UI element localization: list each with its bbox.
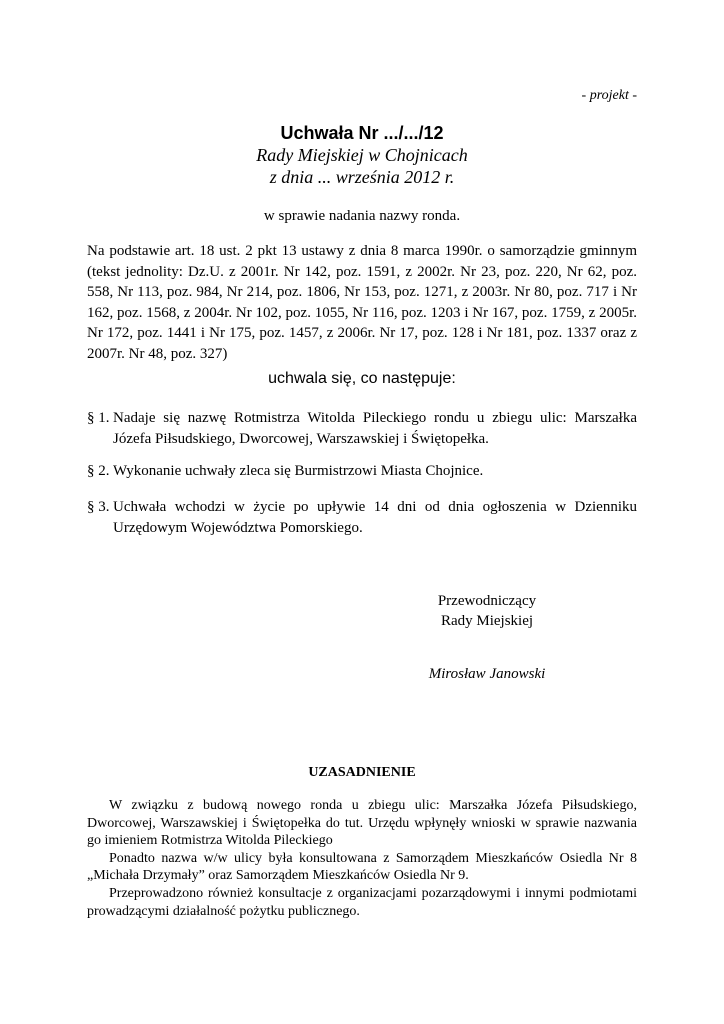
section-number: § 1. xyxy=(87,410,110,426)
section-text: Uchwała wchodzi w życie po upływie 14 dni od dnia ogłoszenia w Dzienniku Urzędowym Województwa Pomorskiego. xyxy=(113,499,637,536)
section-1 xyxy=(87,408,637,449)
section-number: § 3. xyxy=(87,499,110,515)
council-name: Rady Miejskiej w Chojnicach xyxy=(256,145,468,165)
resolution-date: z dnia ... września 2012 r. xyxy=(269,167,455,187)
justification-paragraph: Przeprowadzono również konsultacje z organizacjami pozarządowymi i innymi podmiotami prowadzącymi działalność pożytku publicznego. xyxy=(87,885,637,919)
section-number: § 2. xyxy=(87,463,110,479)
section-text: Wykonanie uchwały zleca się Burmistrzowi Miasta Chojnice. xyxy=(113,463,484,479)
signature-role-line2: Rady Miejskiej xyxy=(440,613,534,629)
signature-role-line1: Przewodniczący xyxy=(437,593,537,609)
signature-role xyxy=(400,591,574,631)
resolution-subject: w sprawie nadania nazwy ronda. xyxy=(263,208,461,224)
justification-paragraph: W związku z budową nowego ronda u zbiegu ulic: Marszałka Józefa Piłsudskiego, Dworcowej, Warszawskiej i Świętopełka do tut. Urzędu wpłynęły wnioski w sprawie nazwania go imieniem Rotmistrza Witolda Pileckiego xyxy=(87,798,637,849)
resolution-title-block xyxy=(0,122,724,188)
section-text: Nadaje się nazwę Rotmistrza Witolda Pileckiego rondu u zbiegu ulic: Marszałka Józefa Piłsudskiego, Dworcowej, Warszawskiej i Świętopełka. xyxy=(113,410,637,447)
legal-basis: Na podstawie art. 18 ust. 2 pkt 13 ustawy z dnia 8 marca 1990r. o samorządzie gminnym (tekst jednolity: Dz.U. z 2001r. Nr 142, poz. 1591, z 2002r. Nr 23, poz. 220, Nr 62, poz. 558, Nr 113, poz. 984, Nr 214, poz. 1806, Nr 153, poz. 1271, z 2003r. Nr 80, poz. 717 i Nr 162, poz. 1568, z 2004r. Nr 102, poz. 1055, Nr 116, poz. 1203 i Nr 167, poz. 1759, z 2005r. Nr 172, poz. 1441 i Nr 175, poz. 1457, z 2006r. Nr 17, poz. 128 i Nr 181, poz. 1337 oraz z 2007r. Nr 48, poz. 327) xyxy=(87,243,637,362)
justification-heading: UZASADNIENIE xyxy=(308,765,416,780)
section-3 xyxy=(87,497,637,538)
justification-body xyxy=(87,797,637,920)
draft-label: - projekt - xyxy=(581,88,637,103)
resolves-heading: uchwala się, co następuje: xyxy=(268,370,456,387)
justification-paragraph: Ponadto nazwa w/w ulicy była konsultowana z Samorządem Mieszkańców Osiedla Nr 8 „Michała Drzymały” oraz Samorządem Mieszkańców Osiedla Nr 9. xyxy=(87,850,637,884)
section-2 xyxy=(87,461,637,482)
signature-name: Mirosław Janowski xyxy=(428,666,546,682)
resolution-number: Uchwała Nr .../.../12 xyxy=(280,123,444,143)
